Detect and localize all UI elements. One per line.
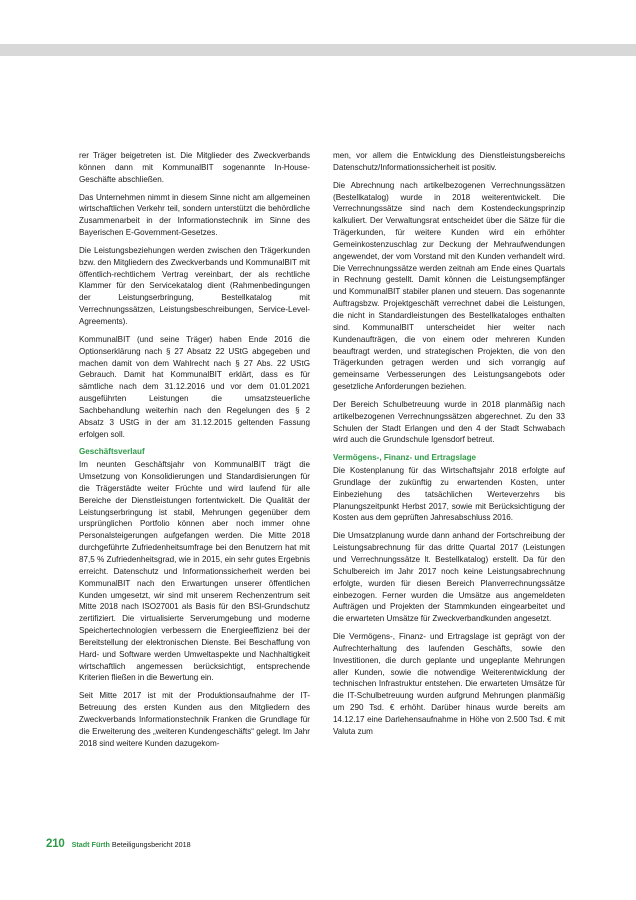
paragraph: Seit Mitte 2017 ist mit der Produktionsaufnahme der IT-Betreuung des ersten Kunden aus den Mitgliedern des Zweckverbands Informationstechnik Franken die Grundlage für die Erweiterung des „weiteren Kundengeschäfts“ gelegt. Im Jahr 2018 sind weitere Kunden dazugekom- xyxy=(79,691,310,748)
paragraph: Der Bereich Schulbetreuung wurde in 2018 planmäßig nach artikelbezogenen Verrechnungssätzen abgerechnet. Zu den 33 Schulen der Stadt Erlangen und den 4 der Stadt Schwabach wird auch die Grundschule Igensdorf betreut. xyxy=(333,399,565,445)
section-heading: Geschäftsverlauf xyxy=(79,447,145,457)
report-title: Beteiligungsbericht 2018 xyxy=(111,840,191,849)
publisher-name: Stadt Fürth xyxy=(71,840,110,849)
paragraph: Im neunten Geschäftsjahr von KommunalBIT trägt die Umsetzung von Konsolidierungen und Standardisierungen für die Trägerstädte weiter Früchte und wird laufend für alle Bereiche der Dienstleistungen fortentwickelt. Die Qualität der Leistungserbringung ist stabil, Mehrungen gegenüber dem ursprünglichen Portfolio können aber noch immer ohne Personalsteigerungen aufgefangen werden. Die Mitte 2018 durchgeführte Zufriedenheitsumfrage bei den Benutzern hat mit 87,5 % Zufriedenheitsgrad, wie in 2015, ein sehr gutes Ergebnis erreicht. Datenschutz und Informationssicherheit werden bei KommunalBIT nach den Erwartungen unserer öffentlichen Kunden umgesetzt, wir sind mit unserem Rechenzentrum seit Mitte 2018 nach ISO27001 als Basis für den BSI-Grundschutz zertifiziert. Die virtualisierte Serverumgebung und moderne Speichertechnologien verbessern die Energieeffizienz bei der Bereitstellung der elektronischen Dienste. Bei Beschaffung von Hard- und Software werden Umweltaspekte und Nachhaltigkeit wirtschaftlich angemessen berücksichtigt, entsprechende Kriterien fließen in die Bewertung ein. xyxy=(79,460,310,683)
paragraph: rer Träger beigetreten ist. Die Mitglieder des Zweckverbands können dann mit KommunalBIT sogenannte In-House-Geschäfte abschließen. xyxy=(79,151,310,184)
paragraph: Die Abrechnung nach artikelbezogenen Verrechnungssätzen (Bestellkatalog) wurde in 2018 weiterentwickelt. Die Verrechnungssätze sind nach dem Kostendeckungsprinzip kalkuliert. Der Verwaltungsrat entscheidet über die Sätze für die Trägerkunden, für weitere Kunden wird ein erhöhter Gemeinkostenzuschlag zur Deckung der Mehraufwendungen angewendet, der vom Vorstand mit den Kunden verhandelt wird. Die Verrechnungssätze werden zeitnah am Ende eines Quartals in Rechnung gestellt. Damit können die Leistungsempfänger und KommunalBIT stabiler planen und steuern. Das sogenannte Auftragsbzw. Projektgeschäft verrechnet dabei die Leistungen, die nicht in Standardleistungen des Bestellkataloges enthalten sind. KommunalBIT unterscheidet hier weiter nach Kundenaufträgen, die von einem oder mehreren Kunden beauftragt werden, und strategischen Projekten, die von den Trägerkunden getragen werden und sich vorrangig auf gemeinsame Verbesserungen des Leistungsangebots oder gesetzliche Anforderungen beziehen. xyxy=(333,180,565,392)
paragraph: men, vor allem die Entwicklung des Dienstleistungsbereichs Datenschutz/Informationssicherheit ist positiv. xyxy=(333,151,565,172)
header-band xyxy=(0,44,636,56)
paragraph: Die Vermögens-, Finanz- und Ertragslage ist geprägt von der Aufrechterhaltung des laufenden Geschäfts, sowie den Investitionen, die durch geplante und ungeplante Mehrungen aller Kunden, sowie die notwendige Weiterentwicklung der technischen Infrastruktur entstehen. Die erwarteten Umsätze für die IT-Schulbetreuung wurden aufgrund Mehrungen planmäßig um 290 Tsd. € erhöht. Darüber hinaus wurde bereits am 14.12.17 eine Darlehensaufnahme in Höhe von 2.500 Tsd. € mit Valuta zum xyxy=(333,632,565,736)
paragraph: Die Umsatzplanung wurde dann anhand der Fortschreibung der Leistungsabrechnung für das dritte Quartal 2017 (Leistungen und Verrechnungssätze lt. Bestellkatalog) erstellt. Da für den Schulbereich im Jahr 2017 noch keine Leistungsabrechnung erfolgte, wurden für diesen Bereich Planverrechnungssätze einbezogen. Ferner wurden die Umsätze aus angemeldeten Aufträgen und Projekten der Stammkunden eingearbeitet und die erwarteten Umsätze für Zweckverbandkunden angesetzt. xyxy=(333,531,565,624)
section-heading: Vermögens-, Finanz- und Ertragslage xyxy=(333,453,477,463)
page-footer xyxy=(46,838,191,851)
paragraph: Das Unternehmen nimmt in diesem Sinne nicht am allgemeinen wirtschaftlichen Verkehr teil, sondern unterstützt die behördliche Zusammenarbeit in der Informationstechnik im Sinne des Bayerischen E-Government-Gesetzes. xyxy=(79,192,310,238)
right-text-column xyxy=(333,150,565,744)
paragraph: Die Leistungsbeziehungen werden zwischen den Trägerkunden bzw. den Mitgliedern des Zweckverbands und KommunalBIT mit öffentlich-rechtlichem Vertrag vereinbart, der als rechtliche Klammer für den Servicekatalog dient (Rahmenbedingungen der Leistungserbringung, Bestellkatalog mit Verrechnungssätzen, Leistungsbeschreibungen, Service-Level-Agreements). xyxy=(79,245,310,326)
page-number: 210 xyxy=(46,838,65,850)
paragraph: Die Kostenplanung für das Wirtschaftsjahr 2018 erfolgte auf Grundlage der zukünftig zu erwartenden Kosten, unter Einbeziehung des tatsächlichen Werteverzehrs bis Planungszeitpunkt Herbst 2017, sowie mit Berücksichtigung der Kosten aus dem geprüften Jahresabschluss 2016. xyxy=(333,466,565,523)
paragraph: KommunalBIT (und seine Träger) haben Ende 2016 die Optionserklärung nach § 27 Absatz 22 UStG abgegeben und machen damit von dem Wahlrecht nach § 27 Abs. 22 UStG Gebrauch. Damit hat KommunalBIT erklärt, dass es für sämtliche nach dem 31.12.2016 und vor dem 01.01.2021 ausgeführten Leistungen die umsatzsteuerliche Sachbehandlung weiterhin nach den Regelungen des § 2 Absatz 3 UStG in der am 31.12.2015 geltenden Fassung erfolgen soll. xyxy=(79,334,310,439)
left-text-column xyxy=(79,150,310,756)
